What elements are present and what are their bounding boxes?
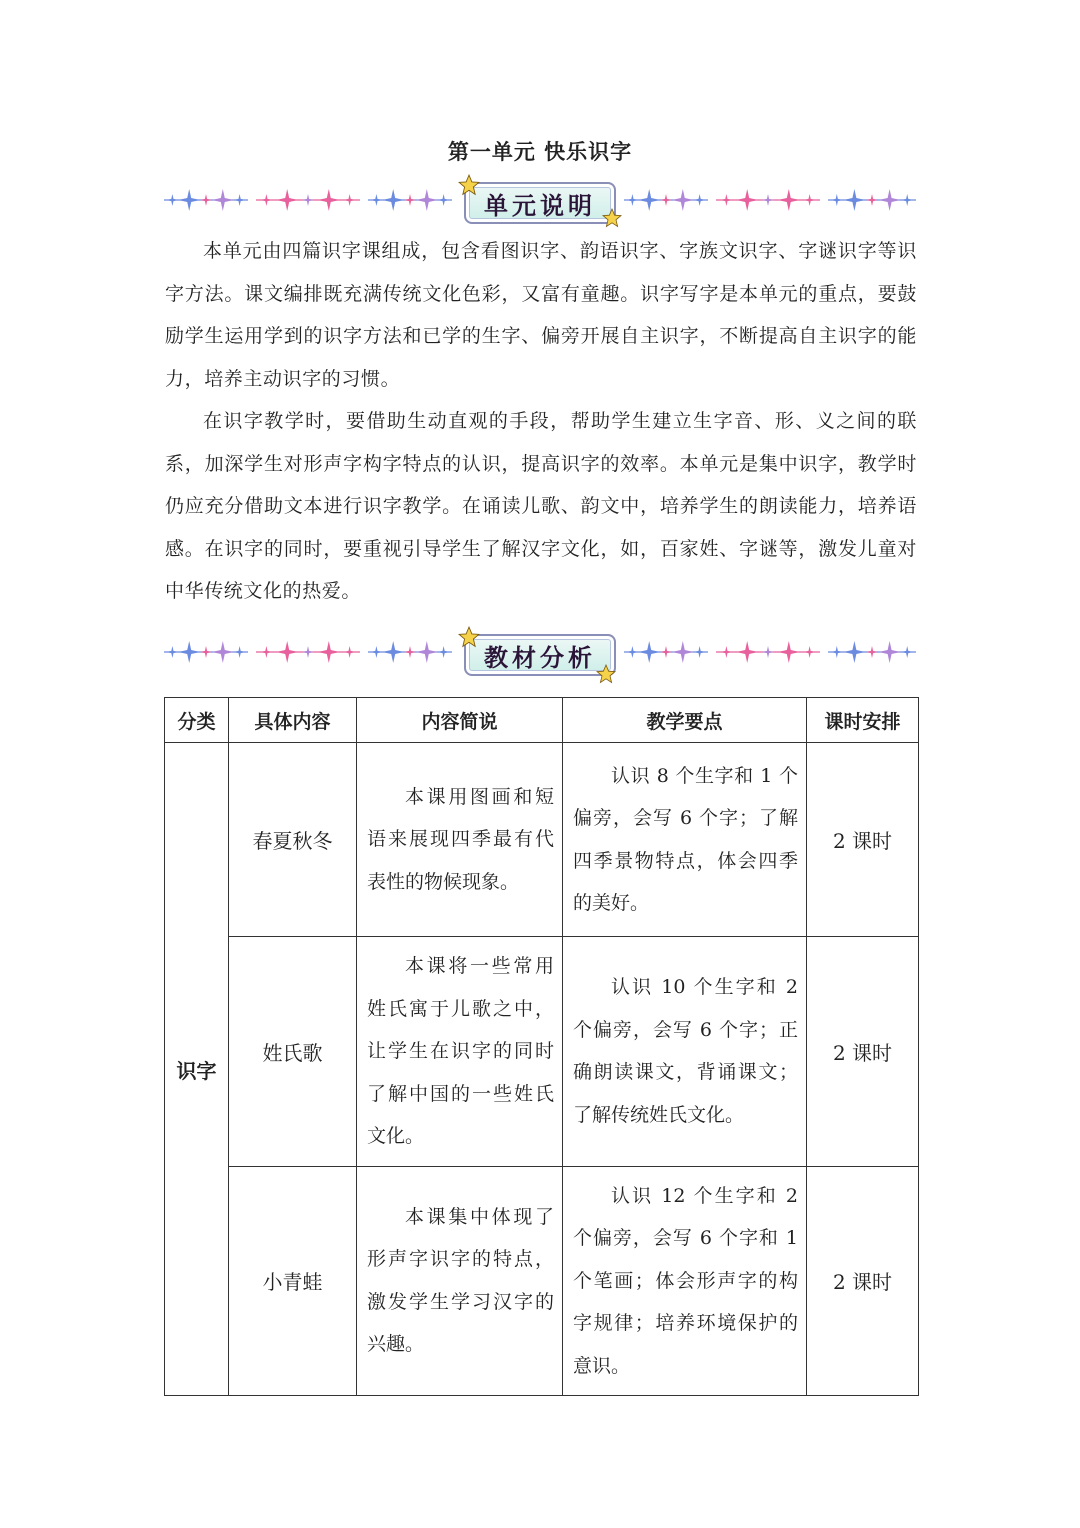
star-icon [458, 626, 480, 648]
lesson-teaching-points: 认识 10 个生字和 2 个偏旁，会写 6 个字；正确朗读课文，背诵课文；了解传统姓氏文化。 [563, 937, 807, 1167]
category-cell: 识字 [165, 743, 229, 1396]
section-badge: 教材分析 [464, 634, 616, 676]
table-row [165, 1166, 919, 1396]
sparkle-icon [318, 641, 340, 663]
lesson-summary: 本课集中体现了形声字识字的特点，激发学生学习汉字的兴趣。 [357, 1166, 563, 1396]
sparkle-icon [166, 194, 178, 206]
lesson-hours: 2 课时 [807, 743, 919, 937]
lesson-title: 春夏秋冬 [229, 743, 357, 937]
sparkle-icon [626, 194, 638, 206]
intro-paragraph-1: 本单元由四篇识字课组成，包含看图识字、韵语识字、字族文识字、字谜识字等识字方法。课文编排既充满传统文化色彩，又富有童趣。识字写字是本单元的重点，要鼓励学生运用学到的识字方法和已学的生字、偏旁开展自主识字，不断提高自主识字的能力，培养主动识字的习惯。 [165, 240, 917, 390]
sparkle-icon [404, 646, 416, 658]
sparkle-icon [672, 189, 694, 211]
sparkle-icon [901, 194, 913, 206]
sparkle-icon [416, 189, 438, 211]
sparkle-icon [438, 646, 450, 658]
sparkle-icon [302, 646, 314, 658]
lesson-summary: 本课将一些常用姓氏寓于儿歌之中，让学生在识字的同时了解中国的一些姓氏文化。 [357, 937, 563, 1167]
sparkle-icon [318, 189, 340, 211]
sparkle-icon [166, 646, 178, 658]
lesson-title: 小青蛙 [229, 1166, 357, 1396]
sparkle-icon [720, 194, 732, 206]
sparkle-icon [804, 646, 816, 658]
sparkle-icon [404, 194, 416, 206]
sparkle-icon [901, 646, 913, 658]
sparkle-icon [660, 646, 672, 658]
sparkle-icon [638, 189, 660, 211]
sparkle-icon [626, 646, 638, 658]
sparkle-icon [302, 194, 314, 206]
sparkle-icon [694, 646, 706, 658]
table-row [165, 937, 919, 1167]
lesson-hours: 2 课时 [807, 1166, 919, 1396]
sparkle-icon [382, 189, 404, 211]
sparkle-icon [200, 646, 212, 658]
sparkle-icon [260, 194, 272, 206]
star-icon [602, 208, 622, 228]
page-title: 第一单元 快乐识字 [447, 140, 633, 164]
sparkle-icon [694, 194, 706, 206]
lesson-teaching-points: 认识 8 个生字和 1 个偏旁，会写 6 个字；了解四季景物特点，体会四季的美好。 [563, 743, 807, 937]
sparkle-icon [370, 194, 382, 206]
sparkle-icon [831, 194, 843, 206]
sparkle-icon [879, 641, 901, 663]
sparkle-icon [762, 194, 774, 206]
sparkle-icon [178, 641, 200, 663]
sparkle-icon [866, 194, 878, 206]
star-icon [458, 174, 480, 196]
sparkle-icon [672, 641, 694, 663]
sparkle-icon [276, 641, 298, 663]
sparkle-icon [234, 194, 246, 206]
lesson-teaching-points: 认识 12 个生字和 2 个偏旁，会写 6 个字和 1 个笔画；体会形声字的构字规律；培养环境保护的意识。 [563, 1166, 807, 1396]
sparkle-icon [370, 646, 382, 658]
lesson-title: 姓氏歌 [229, 937, 357, 1167]
analysis-table [164, 697, 919, 1396]
sparkle-icon [778, 189, 800, 211]
table-header-row [165, 698, 919, 743]
sparkle-icon [736, 189, 758, 211]
header-category: 分类 [165, 698, 229, 743]
sparkle-icon [276, 189, 298, 211]
sparkle-icon [416, 641, 438, 663]
sparkle-icon [843, 641, 865, 663]
header-summary: 内容简说 [357, 698, 563, 743]
sparkle-icon [778, 641, 800, 663]
sparkle-icon [720, 646, 732, 658]
sparkle-icon [831, 646, 843, 658]
sparkle-icon [200, 194, 212, 206]
lesson-summary: 本课用图画和短语来展现四季最有代表性的物候现象。 [357, 743, 563, 937]
table-row [165, 743, 919, 937]
sparkle-icon [178, 189, 200, 211]
sparkle-icon [212, 641, 234, 663]
sparkle-icon [762, 646, 774, 658]
sparkle-icon [843, 189, 865, 211]
sparkle-icon [804, 194, 816, 206]
star-icon [596, 664, 616, 684]
header-hours: 课时安排 [807, 698, 919, 743]
section-banner-material-analysis [160, 626, 920, 686]
header-teaching-points: 教学要点 [563, 698, 807, 743]
sparkle-icon [638, 641, 660, 663]
sparkle-icon [736, 641, 758, 663]
sparkle-icon [212, 189, 234, 211]
sparkle-icon [879, 189, 901, 211]
sparkle-icon [866, 646, 878, 658]
section-badge: 单元说明 [464, 182, 616, 224]
header-content: 具体内容 [229, 698, 357, 743]
intro-paragraph-2: 在识字教学时，要借助生动直观的手段，帮助学生建立生字音、形、义之间的联系，加深学生对形声字构字特点的认识，提高识字的效率。本单元是集中识字，教学时仍应充分借助文本进行识字教学。在诵读儿歌、韵文中，培养学生的朗读能力，培养语感。在识字的同时，要重视引导学生了解汉字文化，如，百家姓、字谜等，激发儿童对中华传统文化的热爱。 [165, 410, 917, 602]
sparkle-icon [382, 641, 404, 663]
sparkle-icon [344, 194, 356, 206]
section-banner-unit-description [160, 174, 920, 234]
sparkle-icon [260, 646, 272, 658]
sparkle-icon [438, 194, 450, 206]
sparkle-icon [660, 194, 672, 206]
sparkle-icon [344, 646, 356, 658]
lesson-hours: 2 课时 [807, 937, 919, 1167]
sparkle-icon [234, 646, 246, 658]
